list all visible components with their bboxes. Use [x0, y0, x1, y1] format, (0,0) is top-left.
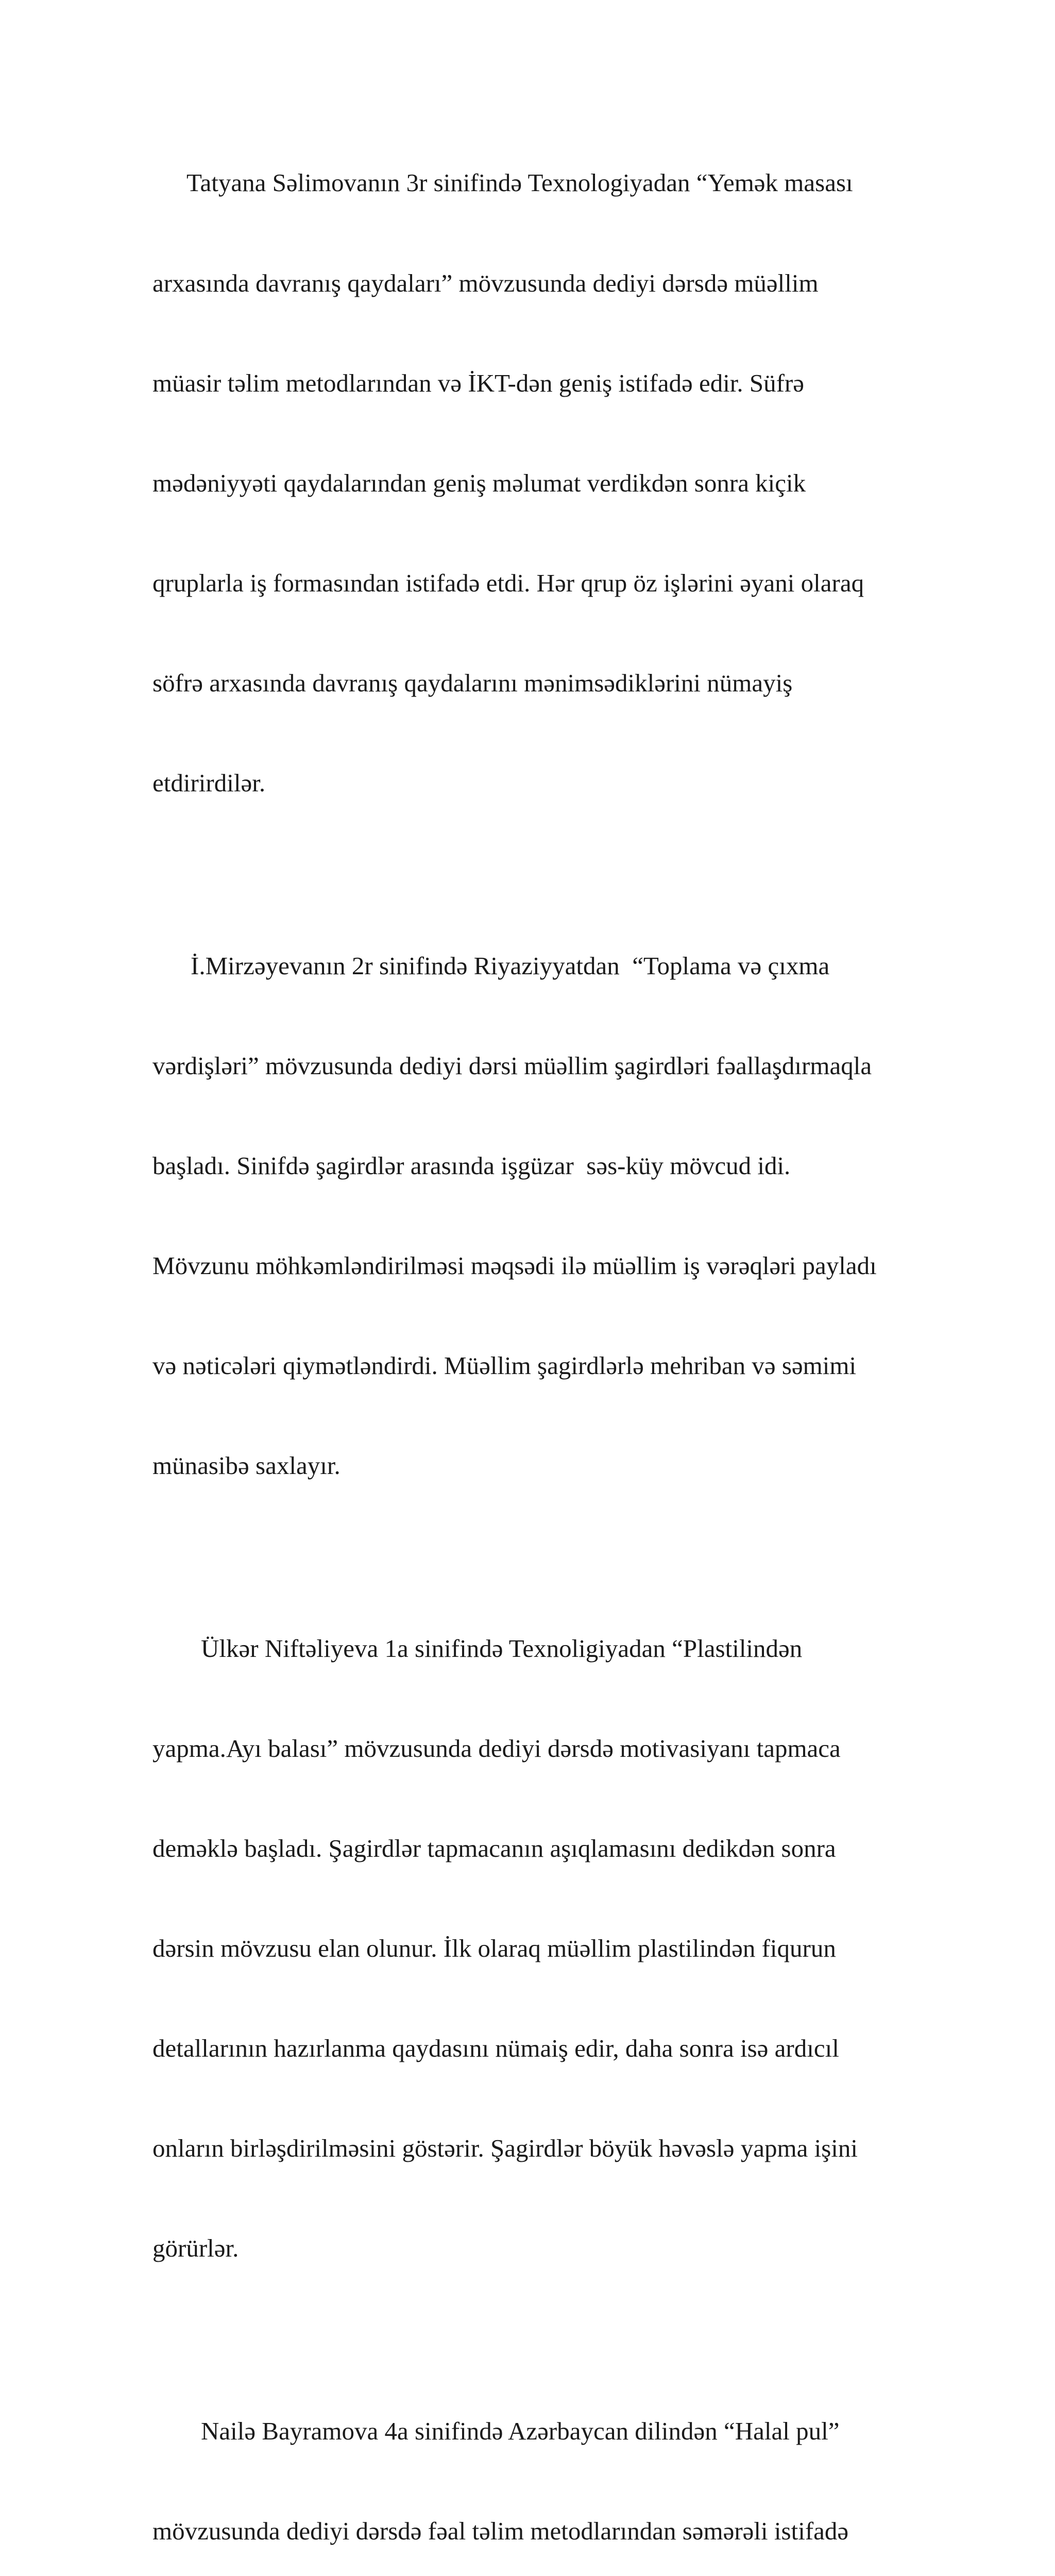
text-line: deməklə başladı. Şagirdlər tapmacanın aşıqlamasını dedikdən sonra	[152, 1834, 836, 1862]
paragraph-2	[152, 883, 987, 1549]
document-body	[152, 100, 987, 2576]
text-line: Nailə Bayramova 4a sinifində Azərbaycan dilindən “Halal pul”	[201, 2416, 840, 2445]
text-line: mövzusunda dediyi dərsdə fəal təlim metodlarından səmərəli istifadə	[152, 2516, 849, 2545]
paragraph-1	[152, 100, 987, 867]
text-line: etdirirdilər.	[152, 769, 266, 798]
text-line: Tatyana Səlimovanın 3r sinifində Texnologiyadan “Yemək masası	[186, 168, 853, 197]
text-line: arxasında davranış qaydaları” mövzusunda dediyi dərsdə müəllim	[152, 268, 819, 297]
text-line: vərdişləri” mövzusunda dediyi dərsi müəllim şagirdləri fəallaşdırmaqla	[152, 1051, 872, 1080]
text-line: yapma.Ayı balası” mövzusunda dediyi dərsdə motivasiyanı tapmaca	[152, 1734, 841, 1762]
text-line: müasir təlim metodlarından və İKT-dən geniş istifadə edir. Süfrə	[152, 368, 805, 397]
text-line: Ülkər Niftəliyeva 1a sinifində Texnoligiyadan “Plastilindən	[201, 1634, 803, 1663]
paragraph-4	[152, 2348, 987, 2576]
text-line: və nəticələri qiymətləndirdi. Müəllim şagirdlərlə mehriban və səmimi	[152, 1351, 857, 1380]
text-line: dərsin mövzusu elan olunur. İlk olaraq müəllim plastilindən fiqurun	[152, 1934, 836, 1962]
text-line: münasibə saxlayır.	[152, 1451, 341, 1480]
text-line: Mövzunu möhkəmləndirilməsi məqsədi ilə müəllim iş vərəqləri payladı	[152, 1251, 877, 1280]
text-line: görürlər.	[152, 2234, 239, 2263]
text-line: İ.Mirzəyevanın 2r sinifində Riyaziyyatdan “Toplama və çıxma	[191, 951, 830, 980]
text-line: onların birləşdirilməsini göstərir. Şagirdlər böyük həvəslə yapma işini	[152, 2134, 858, 2163]
text-line: söfrə arxasında davranış qaydalarını mənimsədiklərini nümayiş	[152, 668, 793, 697]
paragraph-3	[152, 1565, 987, 2332]
text-line: mədəniyyəti qaydalarından geniş məlumat verdikdən sonra kiçik	[152, 468, 806, 497]
text-line: qruplarla iş formasından istifadə etdi. Hər qrup öz işlərini əyani olaraq	[152, 568, 864, 597]
text-line: detallarının hazırlanma qaydasını nümaiş edir, daha sonra isə ardıcıl	[152, 2034, 839, 2063]
text-line: başladı. Sinifdə şagirdlər arasında işgüzar səs-küy mövcud idi.	[152, 1151, 791, 1180]
